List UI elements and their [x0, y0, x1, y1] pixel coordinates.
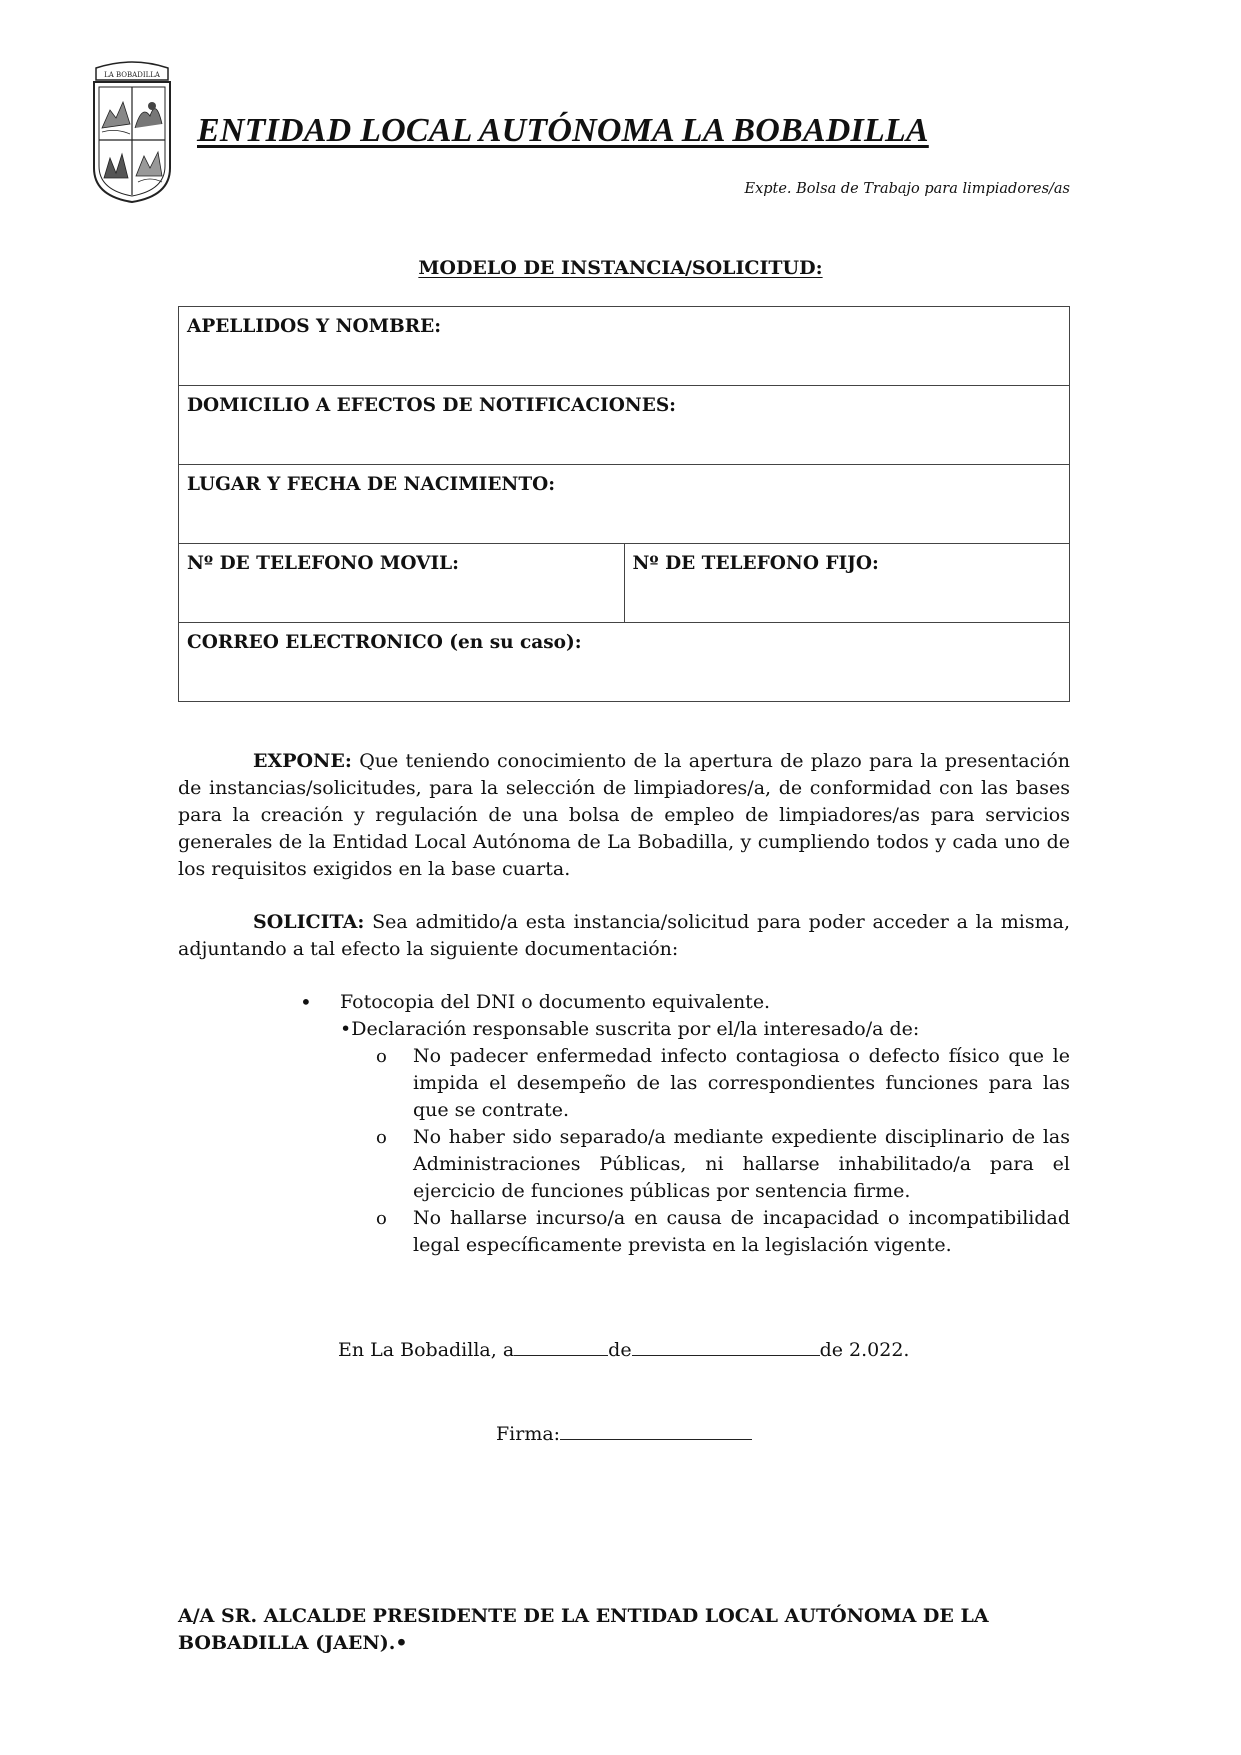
- declaration-disciplinary: No haber sido separado/a mediante expediente disciplinario de las Administraciones Públicas, ni hallarse inhabilitado/a para el ejercicio de funciones públicas por sentencia firme.: [413, 1126, 1070, 1202]
- solicita-paragraph: [178, 909, 1070, 963]
- list-item: [300, 1124, 1070, 1205]
- signature-blank[interactable]: [560, 1419, 752, 1440]
- expone-text: Que teniendo conocimiento de la apertura de plazo para la presentación de instancias/solicitudes, para la selección de limpiadores/a, de conformidad con las bases para la creación y regulación de una bolsa de empleo de limpiadores/as para servicios generales de la Entidad Local Autónoma de La Bobadilla, y cumpliendo todos y cada uno de los requisitos exigidos en la base cuarta.: [178, 750, 1070, 880]
- circle-bullet-icon: o: [376, 1127, 387, 1148]
- expone-lead: EXPONE:: [253, 750, 352, 772]
- bullet-icon: •: [340, 1018, 352, 1040]
- documentation-list: [300, 989, 1070, 1259]
- date-middle: de: [608, 1339, 632, 1361]
- file-reference: Expte. Bolsa de Trabajo para limpiadores/as: [744, 181, 1070, 197]
- expone-paragraph: [178, 748, 1070, 883]
- applicant-data-table: [178, 306, 1070, 702]
- signature-label: Firma:: [496, 1423, 561, 1445]
- solicita-text: Sea admitido/a esta instancia/solicitud para poder acceder a la misma, adjuntando a tal efecto la siguiente documentación:: [178, 911, 1070, 960]
- coat-of-arms-seal: [90, 58, 174, 204]
- signature-line: [496, 1419, 752, 1445]
- mobile-phone-field[interactable]: [179, 544, 625, 623]
- address-label: DOMICILIO A EFECTOS DE NOTIFICACIONES:: [187, 395, 677, 416]
- bullet-icon: •: [300, 990, 312, 1014]
- birth-label: LUGAR Y FECHA DE NACIMIENTO:: [187, 474, 556, 495]
- date-line: [338, 1335, 909, 1361]
- list-item: [300, 1016, 1070, 1259]
- list-item: [300, 1205, 1070, 1259]
- date-prefix: En La Bobadilla, a: [338, 1339, 515, 1361]
- landline-phone-field[interactable]: [624, 544, 1070, 623]
- organization-title: ENTIDAD LOCAL AUTÓNOMA LA BOBADILLA: [197, 112, 929, 149]
- month-blank[interactable]: [632, 1335, 820, 1356]
- email-field[interactable]: [179, 623, 1070, 702]
- circle-bullet-icon: o: [376, 1046, 387, 1067]
- date-suffix: de 2.022.: [819, 1339, 910, 1361]
- document-item-declaration: Declaración responsable suscrita por el/la interesado/a de:: [351, 1018, 920, 1040]
- name-label: APELLIDOS Y NOMBRE:: [187, 316, 442, 337]
- mobile-phone-label: Nº DE TELEFONO MOVIL:: [187, 553, 459, 574]
- solicita-lead: SOLICITA:: [253, 911, 365, 933]
- day-blank[interactable]: [514, 1335, 608, 1356]
- list-item: [300, 1043, 1070, 1124]
- declaration-sublist: [300, 1043, 1070, 1259]
- name-field[interactable]: [179, 307, 1070, 386]
- landline-phone-label: Nº DE TELEFONO FIJO:: [632, 553, 879, 574]
- list-item: [300, 989, 1070, 1016]
- circle-bullet-icon: o: [376, 1208, 387, 1229]
- addressee: A/A SR. ALCALDE PRESIDENTE DE LA ENTIDAD LOCAL AUTÓNOMA DE LA BOBADILLA (JAEN).•: [178, 1605, 989, 1654]
- address-field[interactable]: [179, 386, 1070, 465]
- birth-field[interactable]: [179, 465, 1070, 544]
- document-item-dni: Fotocopia del DNI o documento equivalente.: [340, 991, 771, 1013]
- seal-text: LA BOBADILLA: [104, 71, 160, 79]
- email-label: CORREO ELECTRONICO (en su caso):: [187, 632, 582, 653]
- declaration-incompatibility: No hallarse incurso/a en causa de incapacidad o incompatibilidad legal específicamente prevista en la legislación vigente.: [413, 1207, 1070, 1256]
- form-title: MODELO DE INSTANCIA/SOLICITUD:: [418, 257, 823, 279]
- declaration-health: No padecer enfermedad infecto contagiosa o defecto físico que le impida el desempeño de las correspondientes funciones para las que se contrate.: [413, 1045, 1070, 1121]
